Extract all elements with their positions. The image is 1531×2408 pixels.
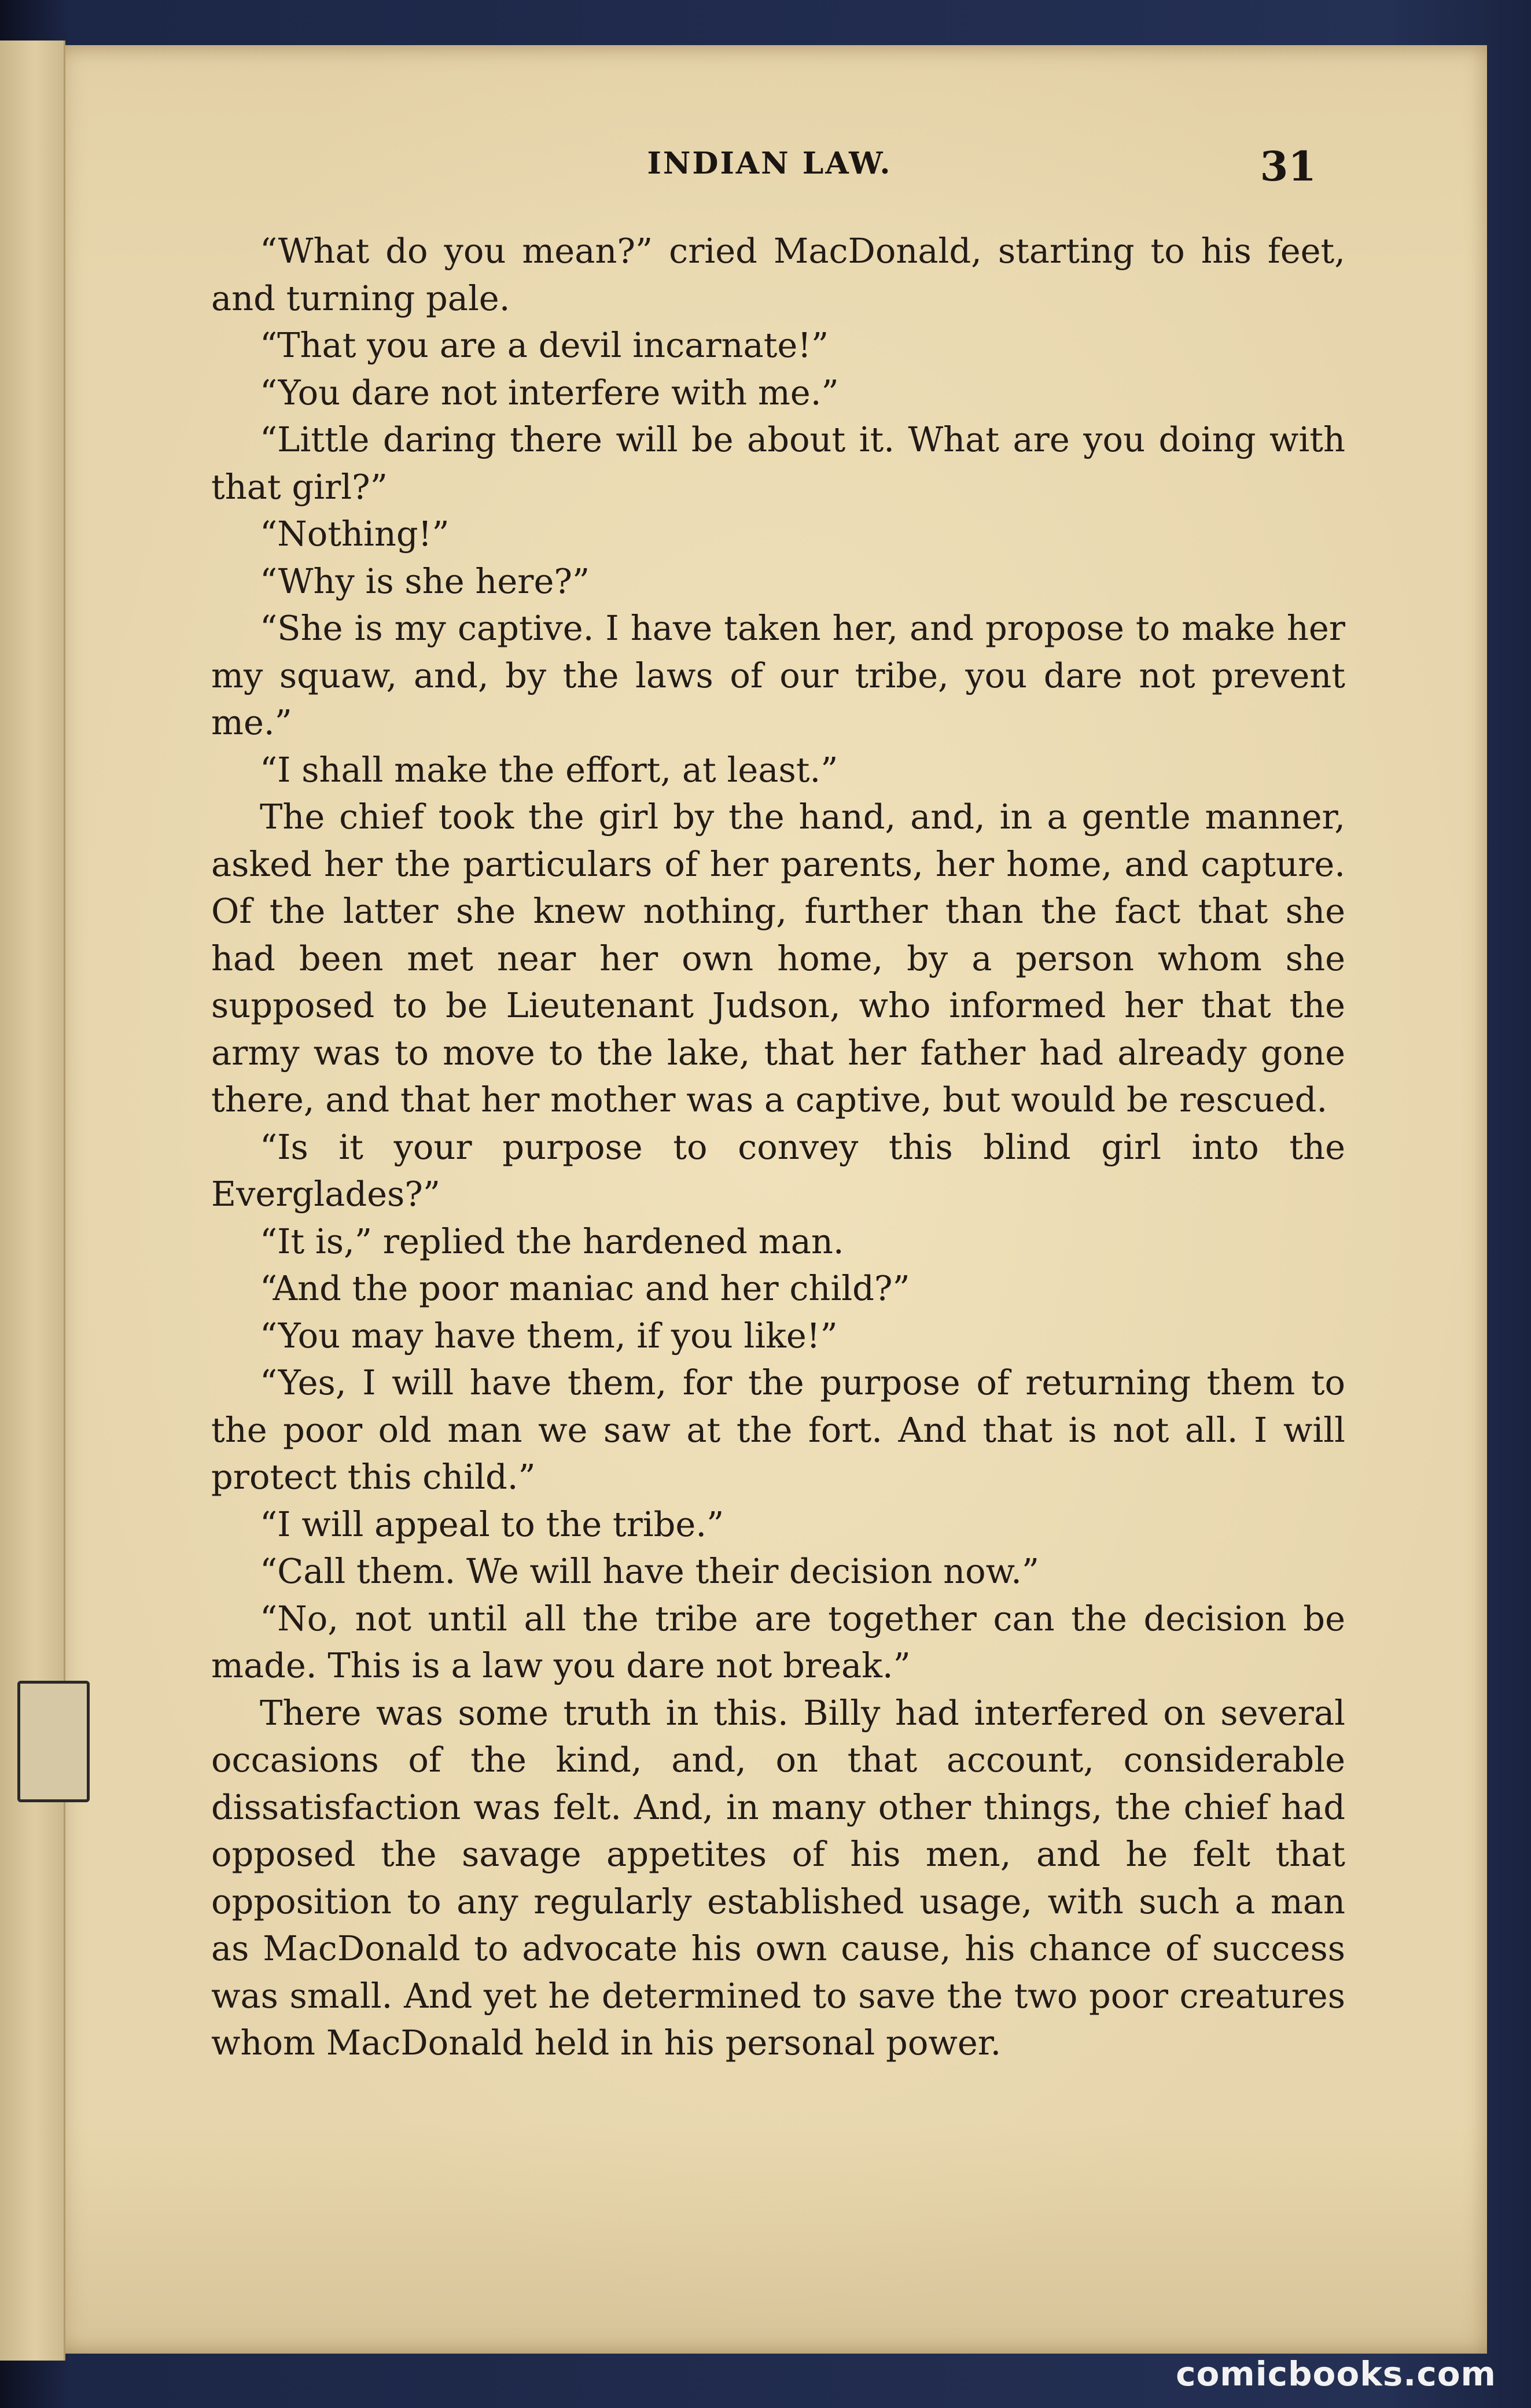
paragraph: “That you are a devil incarnate!” — [260, 325, 829, 365]
paragraph: “Why is she here?” — [260, 561, 590, 601]
paragraph: “And the poor maniac and her child?” — [260, 1268, 910, 1308]
paragraph: “She is my captive. I have taken her, and propose to make her my squaw, and, by the laws of our tribe, you dare not prevent me.” — [211, 608, 1345, 742]
paragraph: “You may have them, if you like!” — [260, 1315, 838, 1356]
paragraph: “Is it your purpose to convey this blind girl into the Everglades?” — [211, 1126, 1345, 1214]
paragraph: “Call them. We will have their decision now.” — [260, 1551, 1040, 1591]
paragraph: “It is,” replied the hardened man. — [260, 1221, 844, 1261]
binding-tab — [17, 1681, 90, 1802]
page-header — [52, 142, 1487, 192]
page-spine — [0, 40, 65, 2361]
paragraph: “Nothing!” — [260, 514, 450, 554]
paragraph: “No, not until all the tribe are together can the decision be made. This is a law you dare not break.” — [211, 1598, 1345, 1685]
paragraph: “What do you mean?” cried MacDonald, starting to his feet, and turning pale. — [211, 231, 1345, 318]
paragraph: “You dare not interfere with me.” — [260, 372, 839, 413]
site-watermark: comicbooks.com — [1176, 2354, 1496, 2394]
running-title: INDIAN LAW. — [647, 146, 892, 181]
paragraph: “I will appeal to the tribe.” — [260, 1504, 724, 1544]
paragraph: “Yes, I will have them, for the purpose of returning them to the poor old man we saw at the fort. And that is not all. I will protect this child.” — [211, 1363, 1345, 1497]
paragraph: The chief took the girl by the hand, and, in a gentle manner, asked her the particulars of her parents, her home, and capture. Of the latter she knew nothing, further than the fact that she had been met near her own home, by a person whom she supposed to be Lieutenant Judson, who informed her that the army was to move to the lake, that her father had already gone there, and that her mother was a captive, but would be rescued. — [211, 797, 1345, 1120]
paragraph: “Little daring there will be about it. What are you doing with that girl?” — [211, 419, 1345, 507]
body-text — [211, 227, 1345, 2067]
page-number: 31 — [1260, 142, 1316, 190]
paragraph: There was some truth in this. Billy had interfered on several occasions of the kind, and, on that account, considerable dissatisfaction was felt. And, in many other things, the chief had opposed the savage appetites of his men, and he felt that opposition to any regularly established usage, with such a man as MacDonald to advocate his own cause, his chance of success was small. And yet he determined to save the two poor creatures whom MacDonald held in his personal power. — [211, 1692, 1345, 2063]
paragraph: “I shall make the effort, at least.” — [260, 749, 838, 790]
